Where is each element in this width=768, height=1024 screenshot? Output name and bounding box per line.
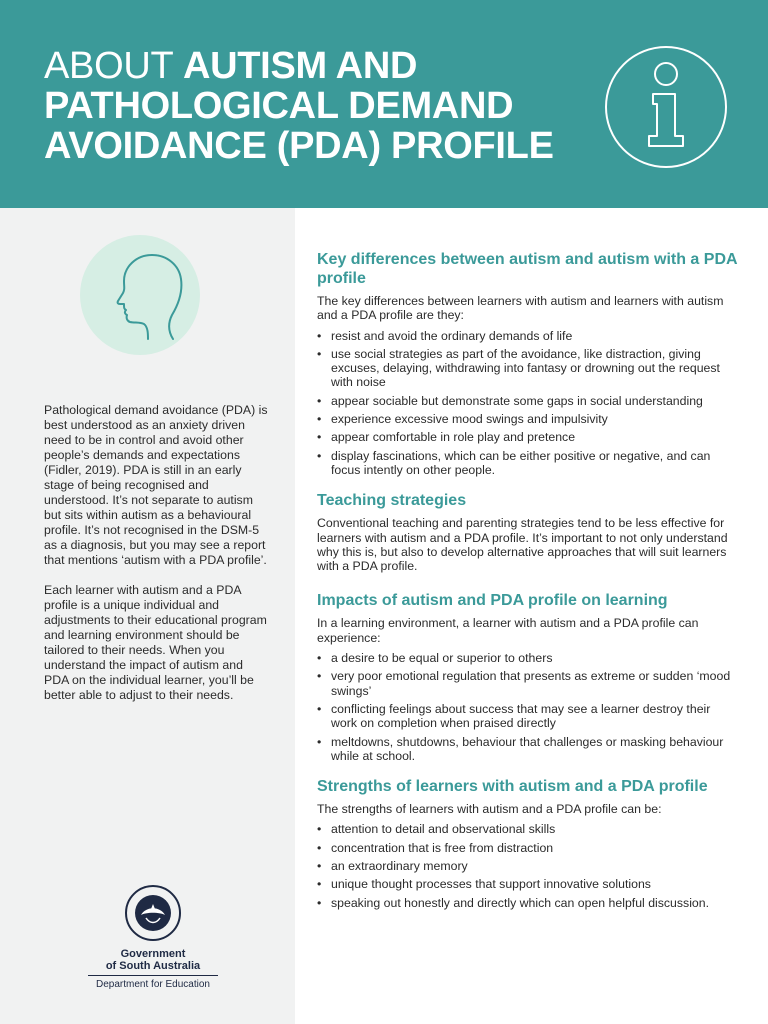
logo-department-text: Department for Education [88, 975, 218, 991]
section-strengths [317, 777, 737, 910]
section-heading: Strengths of learners with autism and a PDA profile [317, 778, 708, 796]
info-icon [603, 44, 729, 170]
list-item: • experience excessive mood swings and impulsivity [317, 412, 737, 426]
section-heading: Impacts of autism and PDA profile on learning [317, 592, 668, 610]
list-item: • display fascinations, which can be either positive or negative, and can focus intently on other people. [317, 449, 737, 478]
sidebar-text [44, 403, 269, 718]
section-key-differences [317, 250, 737, 477]
list-item: • meltdowns, shutdowns, behaviour that challenges or masking behaviour while at school. [317, 735, 737, 764]
title-line-1: AUTISM AND [182, 45, 418, 87]
list-item: • resist and avoid the ordinary demands of life [317, 329, 737, 343]
list-item: • appear comfortable in role play and pretence [317, 430, 737, 444]
list-item: • use social strategies as part of the avoidance, like distraction, giving excuses, delaying, withdrawing into fantasy or drowning out the request with noise [317, 347, 737, 390]
section-teaching-strategies [317, 491, 737, 573]
section-intro: Conventional teaching and parenting strategies tend to be less effective for learners with autism and a PDA profile. It’s important to not only understand why this is, but also to develop alternative approaches that will suit learners with a PDA profile. [317, 516, 728, 574]
title-prefix: ABOUT [44, 45, 183, 87]
section-intro: The key differences between learners with autism and learners with autism and a PDA profile are they: [317, 294, 724, 323]
section-heading: Teaching strategies [317, 492, 467, 510]
title-line-2: PATHOLOGICAL DEMAND [44, 85, 514, 127]
section-intro: In a learning environment, a learner with autism and a PDA profile can experience: [317, 616, 699, 645]
list-item: • speaking out honestly and directly which can open helpful discussion. [317, 896, 737, 910]
list-item: • concentration that is free from distraction [317, 841, 737, 855]
head-profile-icon [80, 235, 200, 355]
bullet-list [317, 822, 737, 909]
bullet-list [317, 329, 737, 478]
sidebar-paragraph: Pathological demand avoidance (PDA) is best understood as an anxiety driven need to be in control and avoid other people’s demands and expectations (Fidler, 2019). PDA is still in an early stage of being recognised and understood. It’s not separate to autism but sits within autism as a behavioural profile. It’s not recognised in the DSM-5 as a diagnosis, but you may see a report that mentions ‘autism with a PDA profile’. [44, 403, 268, 567]
government-logo [88, 884, 218, 991]
sidebar [0, 208, 295, 1024]
page-header [0, 0, 768, 208]
list-item: • a desire to be equal or superior to others [317, 651, 737, 665]
logo-government-text: Government of South Australia [105, 948, 201, 972]
list-item: • an extraordinary memory [317, 859, 737, 873]
title-line-3: AVOIDANCE (PDA) PROFILE [44, 125, 554, 167]
bullet-list [317, 651, 737, 763]
list-item: • very poor emotional regulation that presents as extreme or sudden ‘mood swings’ [317, 669, 737, 698]
list-item: • unique thought processes that support innovative solutions [317, 877, 737, 891]
sidebar-paragraph: Each learner with autism and a PDA profile is a unique individual and adjustments to their educational program and learning environment should be tailored to their needs. When you understand the impact of autism and PDA on the individual learner, you’ll be better able to adjust to their needs. [44, 583, 267, 702]
main-content [317, 250, 737, 924]
page-title [44, 46, 604, 166]
section-impacts [317, 591, 737, 763]
list-item: • appear sociable but demonstrate some gaps in social understanding [317, 394, 737, 408]
state-seal-icon [124, 884, 182, 942]
list-item: • attention to detail and observational skills [317, 822, 737, 836]
section-intro: The strengths of learners with autism and a PDA profile can be: [317, 802, 662, 817]
section-heading: Key differences between autism and autism with a PDA profile [317, 251, 737, 287]
list-item: • conflicting feelings about success that may see a learner destroy their work on completion when praised directly [317, 702, 737, 731]
